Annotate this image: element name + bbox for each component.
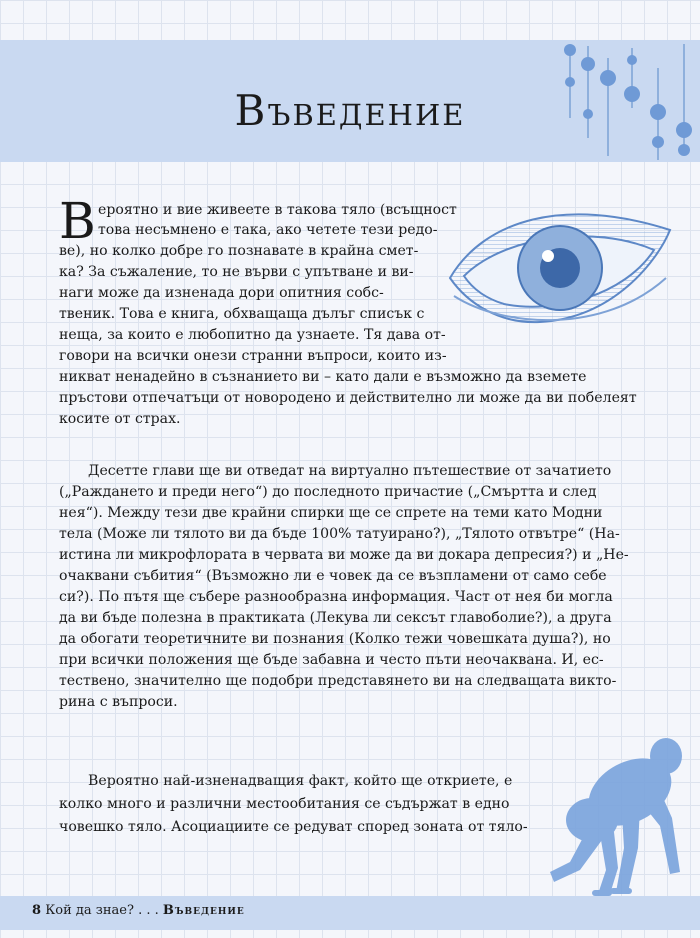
footer-separator: . . . — [138, 903, 159, 918]
text-line: („Раждането и преди него“) до последното причастие („Смъртта и след — [59, 484, 597, 500]
book-title: Кой да знае? — [45, 903, 134, 918]
text-line: рина с въпроси. — [59, 694, 178, 710]
text-line: тествено, значително ще подобри представянето ви на следващата викто- — [59, 673, 617, 689]
text-line: си?). По пътя ще събере разнообразна информация. Част от нея би могла — [59, 589, 613, 605]
text-line: да ви бъде полезна в практиката (Лекува ли сексът главоболие?), а друга — [59, 610, 612, 626]
text-line: говори на всички онези странни въпроси, които из- — [59, 348, 447, 364]
text-line: това несъмнено е така, ако четете тези редо- — [98, 222, 438, 238]
text-line: тела (Може ли тялото ви да бъде 100% татуирано?), „Тялото отвътре“ (На- — [59, 526, 620, 542]
text-line: очаквани събития“ (Възможно ли е човек да се възпламени от само себе — [59, 568, 607, 584]
text-line: ка? За съжаление, то не върви с упътване и ви- — [59, 264, 414, 280]
drop-cap: В — [59, 192, 96, 250]
text-line: ве), но колко добре го познавате в крайна смет- — [59, 243, 419, 259]
section-name: Въведение — [162, 903, 245, 918]
text-line: истина ли микрофлората в червата ви може да ви докара депресия?) и „Не- — [59, 547, 629, 563]
page-number: 8 — [32, 903, 42, 918]
text-line: да обогати теоретичните ви познания (Колко тежи човешката душа?), но — [59, 631, 611, 647]
text-line: неща, за които е любопитно да узнаете. Тя дава от- — [59, 327, 446, 343]
text-line: пръстови отпечатъци от новородено и действително ли може да ви побелеят — [59, 390, 637, 406]
text-line: ероятно и вие живеете в такова тяло (всъщност — [98, 202, 457, 218]
text-line: наги може да изненада дори опитния собс- — [59, 285, 384, 301]
text-line: никват ненадейно в съзнанието ви – като дали е възможно да вземете — [59, 369, 587, 385]
text-line: нея“). Между тези две крайни спирки ще се спрете на теми като Модни — [59, 505, 603, 521]
page-footer — [32, 903, 245, 918]
text-line: човешко тяло. Асоциациите се редуват според зоната от тяло- — [59, 819, 528, 835]
monkey-illustration — [520, 722, 700, 902]
text-line: Десетте глави ще ви отведат на виртуално пътешествие от зачатието — [88, 463, 612, 479]
text-line: колко много и различни местообитания се съдържат в едно — [59, 796, 510, 812]
text-line: твеник. Това е книга, обхващаща дълъг списък с — [59, 306, 425, 322]
text-line: при всички положения ще бъде забавна и често пъти неочаквана. И, ес- — [59, 652, 604, 668]
text-line: косите от страх. — [59, 411, 181, 427]
page-title: Въведение — [234, 86, 466, 135]
eye-illustration — [444, 200, 676, 338]
text-line: Вероятно най-изненадващия факт, който ще откриете, е — [88, 773, 513, 789]
